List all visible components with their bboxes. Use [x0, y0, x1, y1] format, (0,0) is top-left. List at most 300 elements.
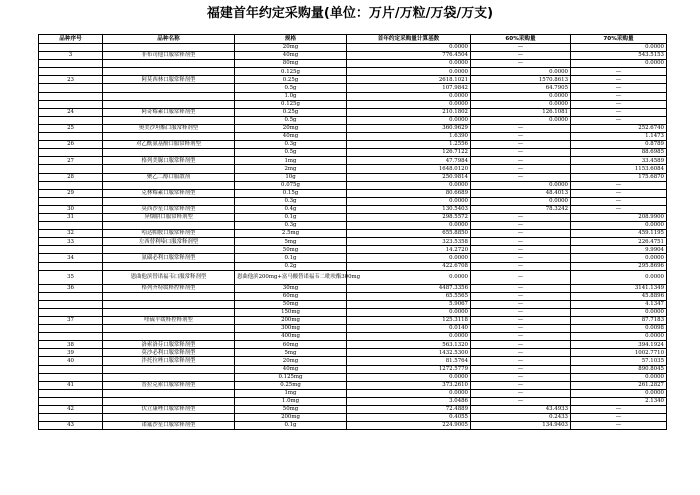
- cell-base-volume: 80.6689: [347, 189, 471, 197]
- cell-70-percent: 261.2827: [571, 381, 667, 389]
- cell-60-percent: —: [471, 333, 571, 341]
- cell-spec: 20mg: [235, 124, 347, 132]
- table-row: [39, 157, 667, 165]
- cell-spec: 5mg: [235, 238, 347, 246]
- cell-base-volume: 298.5572: [347, 213, 471, 221]
- cell-spec: 80mg: [235, 60, 347, 68]
- table-row: [39, 84, 667, 92]
- cell-60-percent: —: [471, 254, 571, 262]
- cell-spec: 0.3g: [235, 222, 347, 230]
- cell-70-percent: 0.0000: [571, 60, 667, 68]
- table-row: [39, 165, 667, 173]
- cell-base-volume: 1.2556: [347, 141, 471, 149]
- cell-index: 32: [39, 230, 103, 238]
- cell-index: 27: [39, 157, 103, 165]
- cell-base-volume: 72.4889: [347, 406, 471, 414]
- cell-spec: 150mg: [235, 308, 347, 316]
- table-row: [39, 141, 667, 149]
- cell-spec: 0.5g: [235, 149, 347, 157]
- cell-base-volume: 0.0000: [347, 389, 471, 397]
- cell-70-percent: 0.0000: [571, 270, 667, 284]
- cell-70-percent: —: [571, 406, 667, 414]
- cell-70-percent: 57.1035: [571, 357, 667, 365]
- cell-60-percent: 78.3242: [471, 205, 571, 213]
- table-row: [39, 68, 667, 76]
- cell-60-percent: —: [471, 222, 571, 230]
- cell-index: [39, 133, 103, 141]
- cell-spec: 60mg: [235, 341, 347, 349]
- cell-spec: 0.1g: [235, 254, 347, 262]
- cell-index: [39, 325, 103, 333]
- cell-product-name: [103, 84, 235, 92]
- cell-spec: 0.2g: [235, 262, 347, 270]
- cell-70-percent: 0.0098: [571, 325, 667, 333]
- cell-spec: 20mg: [235, 44, 347, 52]
- cell-spec: 0.125mg: [235, 373, 347, 381]
- cell-index: 33: [39, 238, 103, 246]
- table-row: [39, 422, 667, 430]
- cell-70-percent: —: [571, 181, 667, 189]
- cell-index: 26: [39, 141, 103, 149]
- cell-index: 31: [39, 213, 103, 221]
- table-row: [39, 124, 667, 132]
- cell-70-percent: —: [571, 422, 667, 430]
- cell-70-percent: 0.8789: [571, 141, 667, 149]
- cell-spec: 60mg: [235, 292, 347, 300]
- cell-60-percent: —: [471, 165, 571, 173]
- cell-spec: 1mg: [235, 157, 347, 165]
- cell-base-volume: 65.5565: [347, 292, 471, 300]
- cell-70-percent: 4.1347: [571, 300, 667, 308]
- cell-spec: 200mg: [235, 414, 347, 422]
- cell-60-percent: —: [471, 325, 571, 333]
- cell-index: [39, 414, 103, 422]
- cell-index: 41: [39, 381, 103, 389]
- cell-spec: 40mg: [235, 365, 347, 373]
- cell-spec: 0.4g: [235, 205, 347, 213]
- cell-index: [39, 44, 103, 52]
- cell-base-volume: 0.0000: [347, 373, 471, 381]
- cell-70-percent: 252.6740: [571, 124, 667, 132]
- cell-spec: 200mg: [235, 317, 347, 325]
- cell-60-percent: 64.7905: [471, 84, 571, 92]
- cell-60-percent: —: [471, 389, 571, 397]
- cell-product-name: [103, 325, 235, 333]
- cell-base-volume: 360.9629: [347, 124, 471, 132]
- table-row: [39, 389, 667, 397]
- cell-70-percent: 1153.6084: [571, 165, 667, 173]
- table-row: [39, 133, 667, 141]
- cell-70-percent: 175.6870: [571, 173, 667, 181]
- cell-60-percent: —: [471, 60, 571, 68]
- cell-index: 43: [39, 422, 103, 430]
- cell-product-name: 诺氟沙星口服常释剂型: [103, 422, 235, 430]
- table-row: [39, 60, 667, 68]
- cell-70-percent: 543.5153: [571, 52, 667, 60]
- table-row: [39, 44, 667, 52]
- cell-index: [39, 373, 103, 381]
- cell-70-percent: 9.9904: [571, 246, 667, 254]
- cell-60-percent: —: [471, 317, 571, 325]
- table-row: [39, 238, 667, 246]
- cell-base-volume: 0.0000: [347, 333, 471, 341]
- cell-spec: 50mg: [235, 246, 347, 254]
- cell-spec: 1.0g: [235, 92, 347, 100]
- cell-60-percent: —: [471, 284, 571, 292]
- cell-spec: 0.25mg: [235, 381, 347, 389]
- cell-60-percent: —: [471, 124, 571, 132]
- cell-70-percent: —: [571, 116, 667, 124]
- cell-base-volume: 14.2720: [347, 246, 471, 254]
- table-row: [39, 373, 667, 381]
- cell-70-percent: —: [571, 68, 667, 76]
- cell-product-name: [103, 308, 235, 316]
- cell-base-volume: 0.0000: [347, 197, 471, 205]
- cell-60-percent: —: [471, 173, 571, 181]
- cell-70-percent: 0.0000: [571, 333, 667, 341]
- cell-60-percent: —: [471, 238, 571, 246]
- cell-index: 42: [39, 406, 103, 414]
- cell-product-name: 泮托拉唑口服常释剂型: [103, 357, 235, 365]
- cell-70-percent: 295.8696: [571, 262, 667, 270]
- table-row: [39, 357, 667, 365]
- cell-base-volume: 1648.0120: [347, 165, 471, 173]
- cell-base-volume: 0.0000: [347, 222, 471, 230]
- cell-spec: 0.125g: [235, 100, 347, 108]
- cell-product-name: 氨磺必利口服常释剂型: [103, 254, 235, 262]
- table-row: [39, 76, 667, 84]
- cell-base-volume: 4487.3356: [347, 284, 471, 292]
- table-row: [39, 292, 667, 300]
- cell-70-percent: —: [571, 189, 667, 197]
- cell-product-name: [103, 246, 235, 254]
- cell-70-percent: 3141.1349: [571, 284, 667, 292]
- cell-product-name: [103, 181, 235, 189]
- cell-base-volume: 0.0000: [347, 270, 471, 284]
- cell-spec: 0.1g: [235, 213, 347, 221]
- cell-spec: 40mg: [235, 133, 347, 141]
- table-row: [39, 381, 667, 389]
- cell-60-percent: 0.0000: [471, 197, 571, 205]
- cell-70-percent: 45.8896: [571, 292, 667, 300]
- cell-product-name: [103, 222, 235, 230]
- cell-base-volume: 776.4504: [347, 52, 471, 60]
- cell-base-volume: 126.7122: [347, 149, 471, 157]
- cell-product-name: 非布司他口服常释剂型: [103, 52, 235, 60]
- table-row: [39, 308, 667, 316]
- table-header-row: [39, 35, 667, 44]
- cell-70-percent: 1.1473: [571, 133, 667, 141]
- cell-spec: 0.1g: [235, 422, 347, 430]
- cell-60-percent: —: [471, 133, 571, 141]
- cell-spec: 30mg: [235, 284, 347, 292]
- header-base-volume: 首年约定采购量计算基数: [347, 35, 471, 44]
- cell-spec: 0.5g: [235, 84, 347, 92]
- cell-60-percent: 43.4933: [471, 406, 571, 414]
- cell-product-name: 洛索洛芬口服常释剂型: [103, 341, 235, 349]
- cell-base-volume: 323.5358: [347, 238, 471, 246]
- cell-base-volume: 0.0000: [347, 116, 471, 124]
- cell-base-volume: 0.0000: [347, 308, 471, 316]
- cell-spec: 10g: [235, 173, 347, 181]
- cell-70-percent: 0.0000: [571, 254, 667, 262]
- cell-60-percent: 126.1081: [471, 108, 571, 116]
- cell-index: 24: [39, 108, 103, 116]
- cell-index: 37: [39, 317, 103, 325]
- cell-index: 28: [39, 173, 103, 181]
- table-row: [39, 270, 667, 284]
- cell-base-volume: 0.0140: [347, 325, 471, 333]
- cell-base-volume: 0.4055: [347, 414, 471, 422]
- cell-60-percent: 0.0000: [471, 100, 571, 108]
- cell-index: 30: [39, 205, 103, 213]
- table-row: [39, 397, 667, 405]
- cell-base-volume: 0.0000: [347, 44, 471, 52]
- cell-index: [39, 165, 103, 173]
- cell-base-volume: 0.0000: [347, 181, 471, 189]
- cell-70-percent: —: [571, 76, 667, 84]
- cell-spec: 2.5mg: [235, 230, 347, 238]
- cell-product-name: 莫西沙星口服常释剂型: [103, 205, 235, 213]
- cell-index: [39, 149, 103, 157]
- cell-base-volume: 250.9814: [347, 173, 471, 181]
- header-60-percent: 60%采购量: [471, 35, 571, 44]
- cell-base-volume: 107.9842: [347, 84, 471, 92]
- table-row: [39, 149, 667, 157]
- cell-70-percent: —: [571, 108, 667, 116]
- cell-index: [39, 181, 103, 189]
- cell-base-volume: 130.5403: [347, 205, 471, 213]
- cell-product-name: 普拉克索口服常释剂型: [103, 381, 235, 389]
- cell-product-name: 恩曲他滨替诺福韦口服常释剂型: [103, 270, 235, 284]
- cell-70-percent: 0.0000: [571, 308, 667, 316]
- cell-spec: 50mg: [235, 406, 347, 414]
- cell-base-volume: 47.7984: [347, 157, 471, 165]
- cell-product-name: 伏立康唑口服常释剂型: [103, 406, 235, 414]
- cell-70-percent: 0.0000: [571, 373, 667, 381]
- cell-60-percent: —: [471, 157, 571, 165]
- cell-base-volume: 655.8850: [347, 230, 471, 238]
- cell-product-name: [103, 300, 235, 308]
- table-row: [39, 284, 667, 292]
- cell-product-name: [103, 262, 235, 270]
- cell-index: 23: [39, 76, 103, 84]
- cell-index: 29: [39, 189, 103, 197]
- table-row: [39, 317, 667, 325]
- cell-70-percent: —: [571, 414, 667, 422]
- cell-base-volume: 0.0000: [347, 68, 471, 76]
- cell-base-volume: 1432.5300: [347, 349, 471, 357]
- table-row: [39, 181, 667, 189]
- cell-index: [39, 292, 103, 300]
- cell-70-percent: —: [571, 84, 667, 92]
- cell-60-percent: —: [471, 262, 571, 270]
- header-70-percent: 70%采购量: [571, 35, 667, 44]
- cell-spec: 0.15g: [235, 189, 347, 197]
- cell-60-percent: —: [471, 270, 571, 284]
- document-title: 福建首年约定采购量(单位：万片/万粒/万袋/万支): [206, 6, 494, 21]
- cell-index: 35: [39, 270, 103, 284]
- table-row: [39, 262, 667, 270]
- cell-base-volume: 373.2610: [347, 381, 471, 389]
- table-row: [39, 189, 667, 197]
- cell-product-name: 莫沙必利口服常释剂型: [103, 349, 235, 357]
- cell-60-percent: 0.0000: [471, 181, 571, 189]
- cell-product-name: [103, 44, 235, 52]
- cell-70-percent: 1002.7710: [571, 349, 667, 357]
- cell-product-name: [103, 60, 235, 68]
- table-row: [39, 92, 667, 100]
- cell-60-percent: —: [471, 149, 571, 157]
- cell-product-name: [103, 149, 235, 157]
- table-row: [39, 213, 667, 221]
- cell-60-percent: —: [471, 341, 571, 349]
- cell-index: 25: [39, 124, 103, 132]
- table-row: [39, 52, 667, 60]
- cell-index: [39, 84, 103, 92]
- cell-60-percent: —: [471, 246, 571, 254]
- table-row: [39, 197, 667, 205]
- cell-product-name: [103, 116, 235, 124]
- header-product-name: 品种名称: [103, 35, 235, 44]
- cell-base-volume: 5.9067: [347, 300, 471, 308]
- cell-70-percent: —: [571, 205, 667, 213]
- cell-spec: 40mg: [235, 52, 347, 60]
- cell-base-volume: 0.0000: [347, 60, 471, 68]
- cell-70-percent: 890.8045: [571, 365, 667, 373]
- cell-base-volume: 210.1802: [347, 108, 471, 116]
- cell-index: [39, 300, 103, 308]
- cell-product-name: 格列齐特缓释控释剂型: [103, 284, 235, 292]
- table-row: [39, 205, 667, 213]
- cell-70-percent: —: [571, 100, 667, 108]
- table-row: [39, 414, 667, 422]
- cell-60-percent: —: [471, 213, 571, 221]
- header-index: 品种序号: [39, 35, 103, 44]
- cell-product-name: [103, 165, 235, 173]
- table-row: [39, 108, 667, 116]
- cell-product-name: 异烟肼口服常释剂型: [103, 213, 235, 221]
- cell-product-name: [103, 389, 235, 397]
- cell-spec: 2mg: [235, 165, 347, 173]
- cell-index: [39, 116, 103, 124]
- cell-product-name: 左西替利嗪口服常释剂型: [103, 238, 235, 246]
- cell-70-percent: 33.4589: [571, 157, 667, 165]
- table-row: [39, 341, 667, 349]
- cell-60-percent: 1570.8613: [471, 76, 571, 84]
- table-row: [39, 349, 667, 357]
- cell-spec: 5mg: [235, 349, 347, 357]
- cell-index: [39, 333, 103, 341]
- cell-index: [39, 246, 103, 254]
- cell-base-volume: 1.6390: [347, 133, 471, 141]
- cell-index: 38: [39, 341, 103, 349]
- cell-index: [39, 389, 103, 397]
- procurement-table: [38, 34, 667, 430]
- cell-60-percent: 0.0000: [471, 116, 571, 124]
- cell-index: [39, 100, 103, 108]
- cell-product-name: 聚乙二醇口服散剂: [103, 173, 235, 181]
- table-row: [39, 230, 667, 238]
- cell-70-percent: 0.0000: [571, 44, 667, 52]
- table-row: [39, 406, 667, 414]
- cell-70-percent: 0.0000: [571, 222, 667, 230]
- cell-product-name: [103, 68, 235, 76]
- table-row: [39, 333, 667, 341]
- cell-index: [39, 222, 103, 230]
- cell-60-percent: 0.2433: [471, 414, 571, 422]
- cell-index: 39: [39, 349, 103, 357]
- cell-spec: 300mg: [235, 325, 347, 333]
- cell-product-name: [103, 92, 235, 100]
- table-row: [39, 100, 667, 108]
- table-row: [39, 246, 667, 254]
- cell-product-name: [103, 197, 235, 205]
- cell-product-name: [103, 414, 235, 422]
- cell-spec: 0.075g: [235, 181, 347, 189]
- cell-70-percent: 88.6985: [571, 149, 667, 157]
- cell-60-percent: —: [471, 300, 571, 308]
- cell-index: [39, 308, 103, 316]
- cell-60-percent: —: [471, 397, 571, 405]
- cell-spec: 0.125g: [235, 68, 347, 76]
- cell-product-name: 吲达帕胺口服常释剂型: [103, 230, 235, 238]
- cell-60-percent: —: [471, 292, 571, 300]
- cell-base-volume: 0.0000: [347, 92, 471, 100]
- cell-60-percent: —: [471, 44, 571, 52]
- cell-product-name: 对乙酰氨基酚口服常释剂型: [103, 141, 235, 149]
- cell-index: 34: [39, 254, 103, 262]
- cell-spec: 0.25g: [235, 76, 347, 84]
- cell-base-volume: 224.9005: [347, 422, 471, 430]
- cell-product-name: 阿奇霉素口服常释剂型: [103, 108, 235, 116]
- cell-index: [39, 60, 103, 68]
- cell-spec: 恩曲他滨200mg+富马酸替诺福韦二吡呋酯300mg: [235, 270, 347, 284]
- cell-60-percent: 0.0000: [471, 68, 571, 76]
- cell-70-percent: 394.1924: [571, 341, 667, 349]
- cell-70-percent: —: [571, 92, 667, 100]
- table-body: [39, 44, 667, 430]
- cell-spec: 0.3g: [235, 141, 347, 149]
- cell-base-volume: 125.3118: [347, 317, 471, 325]
- cell-base-volume: 563.1320: [347, 341, 471, 349]
- cell-spec: 1.0mg: [235, 397, 347, 405]
- cell-60-percent: —: [471, 365, 571, 373]
- cell-60-percent: —: [471, 349, 571, 357]
- cell-index: [39, 68, 103, 76]
- cell-spec: 0.25g: [235, 108, 347, 116]
- cell-60-percent: 48.4013: [471, 189, 571, 197]
- cell-index: 40: [39, 357, 103, 365]
- cell-70-percent: 87.7183: [571, 317, 667, 325]
- cell-base-volume: 422.6708: [347, 262, 471, 270]
- cell-index: [39, 365, 103, 373]
- cell-spec: 400mg: [235, 333, 347, 341]
- header-spec: 规格: [235, 35, 347, 44]
- table-row: [39, 254, 667, 262]
- cell-product-name: 阿莫西林口服常释剂型: [103, 76, 235, 84]
- cell-60-percent: —: [471, 52, 571, 60]
- cell-70-percent: 459.1195: [571, 230, 667, 238]
- cell-product-name: 克林霉素口服常释剂型: [103, 189, 235, 197]
- cell-60-percent: 0.0000: [471, 92, 571, 100]
- cell-base-volume: 81.5764: [347, 357, 471, 365]
- cell-index: 36: [39, 284, 103, 292]
- cell-base-volume: 2618.1021: [347, 76, 471, 84]
- cell-product-name: 格列美脲口服常释剂型: [103, 157, 235, 165]
- cell-60-percent: 134.9403: [471, 422, 571, 430]
- cell-index: 3: [39, 52, 103, 60]
